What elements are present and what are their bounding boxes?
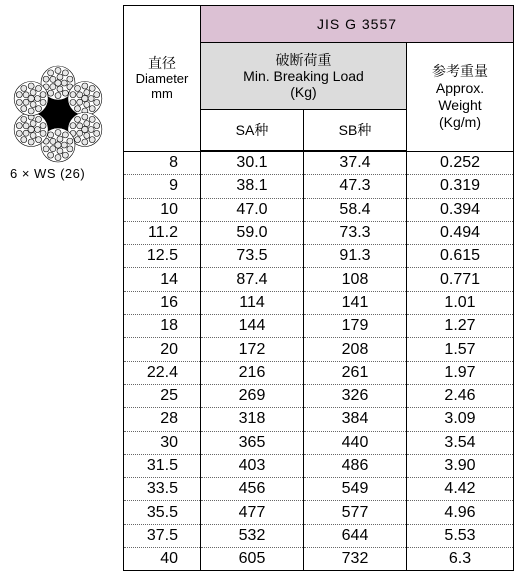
table-row: [124, 454, 514, 477]
sb-load-cell: 644: [304, 524, 407, 547]
sa-load-cell: 403: [201, 454, 304, 477]
table-row: [124, 384, 514, 407]
table-row: [124, 315, 514, 338]
sa-load-cell: 532: [201, 524, 304, 547]
weight-header-en1: Approx.: [435, 79, 485, 96]
sa-load-cell: 456: [201, 478, 304, 501]
breaking-load-header-zh: 破断荷重: [275, 52, 332, 68]
weight-header-zh: 参考重量: [432, 62, 488, 79]
sb-load-cell: 577: [304, 501, 407, 524]
weight-header: [407, 43, 514, 152]
sa-load-cell: 30.1: [201, 151, 304, 175]
sb-load-cell: 486: [304, 454, 407, 477]
sb-load-cell: 208: [304, 338, 407, 361]
diameter-cell: 14: [124, 268, 201, 291]
table-row: [124, 431, 514, 454]
sb-load-cell: 179: [304, 315, 407, 338]
sb-load-cell: 440: [304, 431, 407, 454]
diameter-cell: 22.4: [124, 361, 201, 384]
sa-load-cell: 114: [201, 291, 304, 314]
weight-cell: 0.615: [407, 245, 514, 268]
rope-construction-label: 6 × WS (26): [10, 166, 86, 181]
weight-cell: 1.57: [407, 338, 514, 361]
weight-cell: 0.319: [407, 175, 514, 198]
sa-load-cell: 269: [201, 384, 304, 407]
diameter-cell: 25: [124, 384, 201, 407]
sa-load-cell: 38.1: [201, 175, 304, 198]
sb-load-cell: 58.4: [304, 198, 407, 221]
weight-cell: 1.01: [407, 291, 514, 314]
spec-table-body: [124, 151, 514, 571]
breaking-load-header-en: Min. Breaking Load: [243, 68, 364, 84]
sa-grade-header: SA种: [201, 110, 304, 152]
sb-load-cell: 47.3: [304, 175, 407, 198]
diameter-cell: 10: [124, 198, 201, 221]
table-row: [124, 524, 514, 547]
sa-load-cell: 318: [201, 408, 304, 431]
diameter-cell: 16: [124, 291, 201, 314]
diameter-cell: 18: [124, 315, 201, 338]
table-row: [124, 291, 514, 314]
weight-header-en2: Weight: [438, 96, 482, 113]
weight-cell: 4.96: [407, 501, 514, 524]
sa-load-cell: 477: [201, 501, 304, 524]
diameter-cell: 37.5: [124, 524, 201, 547]
diameter-cell: 8: [124, 151, 201, 175]
table-row: [124, 478, 514, 501]
weight-cell: 3.90: [407, 454, 514, 477]
standard-header: JIS G 3557: [201, 6, 514, 43]
breaking-load-header-unit: (Kg): [290, 84, 317, 100]
sa-load-cell: 47.0: [201, 198, 304, 221]
sb-grade-header: SB种: [304, 110, 407, 152]
sa-load-cell: 59.0: [201, 221, 304, 244]
table-row: [124, 548, 514, 571]
weight-cell: 1.97: [407, 361, 514, 384]
diameter-cell: 33.5: [124, 478, 201, 501]
sb-load-cell: 384: [304, 408, 407, 431]
diameter-header-en: Diameter: [135, 70, 189, 86]
sb-load-cell: 732: [304, 548, 407, 571]
table-row: [124, 268, 514, 291]
sa-load-cell: 73.5: [201, 245, 304, 268]
weight-cell: 0.394: [407, 198, 514, 221]
table-row: [124, 198, 514, 221]
diameter-cell: 30: [124, 431, 201, 454]
weight-cell: 5.53: [407, 524, 514, 547]
diameter-cell: 11.2: [124, 221, 201, 244]
diameter-cell: 31.5: [124, 454, 201, 477]
table-row: [124, 175, 514, 198]
sb-load-cell: 37.4: [304, 151, 407, 175]
table-row: [124, 221, 514, 244]
diameter-header: [124, 6, 201, 152]
diameter-header-zh: 直径: [148, 54, 176, 71]
wire-rope-cross-section-figure: [4, 60, 112, 168]
diameter-cell: 9: [124, 175, 201, 198]
diameter-cell: 12.5: [124, 245, 201, 268]
weight-cell: 0.252: [407, 151, 514, 175]
table-row: [124, 151, 514, 175]
diameter-cell: 40: [124, 548, 201, 571]
sb-load-cell: 261: [304, 361, 407, 384]
sa-load-cell: 365: [201, 431, 304, 454]
diameter-cell: 35.5: [124, 501, 201, 524]
sa-load-cell: 605: [201, 548, 304, 571]
spec-table: [123, 5, 514, 571]
sb-load-cell: 549: [304, 478, 407, 501]
weight-cell: 6.3: [407, 548, 514, 571]
breaking-load-header: [201, 43, 407, 110]
weight-header-unit: (Kg/m): [439, 113, 481, 130]
diameter-header-unit: mm: [151, 85, 173, 101]
sb-load-cell: 91.3: [304, 245, 407, 268]
sa-load-cell: 144: [201, 315, 304, 338]
sb-load-cell: 141: [304, 291, 407, 314]
table-row: [124, 245, 514, 268]
weight-cell: 3.54: [407, 431, 514, 454]
sb-load-cell: 108: [304, 268, 407, 291]
weight-cell: 2.46: [407, 384, 514, 407]
sa-load-cell: 87.4: [201, 268, 304, 291]
diameter-cell: 20: [124, 338, 201, 361]
weight-cell: 1.27: [407, 315, 514, 338]
weight-cell: 4.42: [407, 478, 514, 501]
table-row: [124, 408, 514, 431]
table-row: [124, 361, 514, 384]
table-row: [124, 501, 514, 524]
sa-load-cell: 216: [201, 361, 304, 384]
sb-load-cell: 73.3: [304, 221, 407, 244]
weight-cell: 0.771: [407, 268, 514, 291]
weight-cell: 0.494: [407, 221, 514, 244]
sa-load-cell: 172: [201, 338, 304, 361]
diameter-cell: 28: [124, 408, 201, 431]
wire-rope-cross-section-icon: [4, 60, 112, 168]
sb-load-cell: 326: [304, 384, 407, 407]
table-row: [124, 338, 514, 361]
weight-cell: 3.09: [407, 408, 514, 431]
